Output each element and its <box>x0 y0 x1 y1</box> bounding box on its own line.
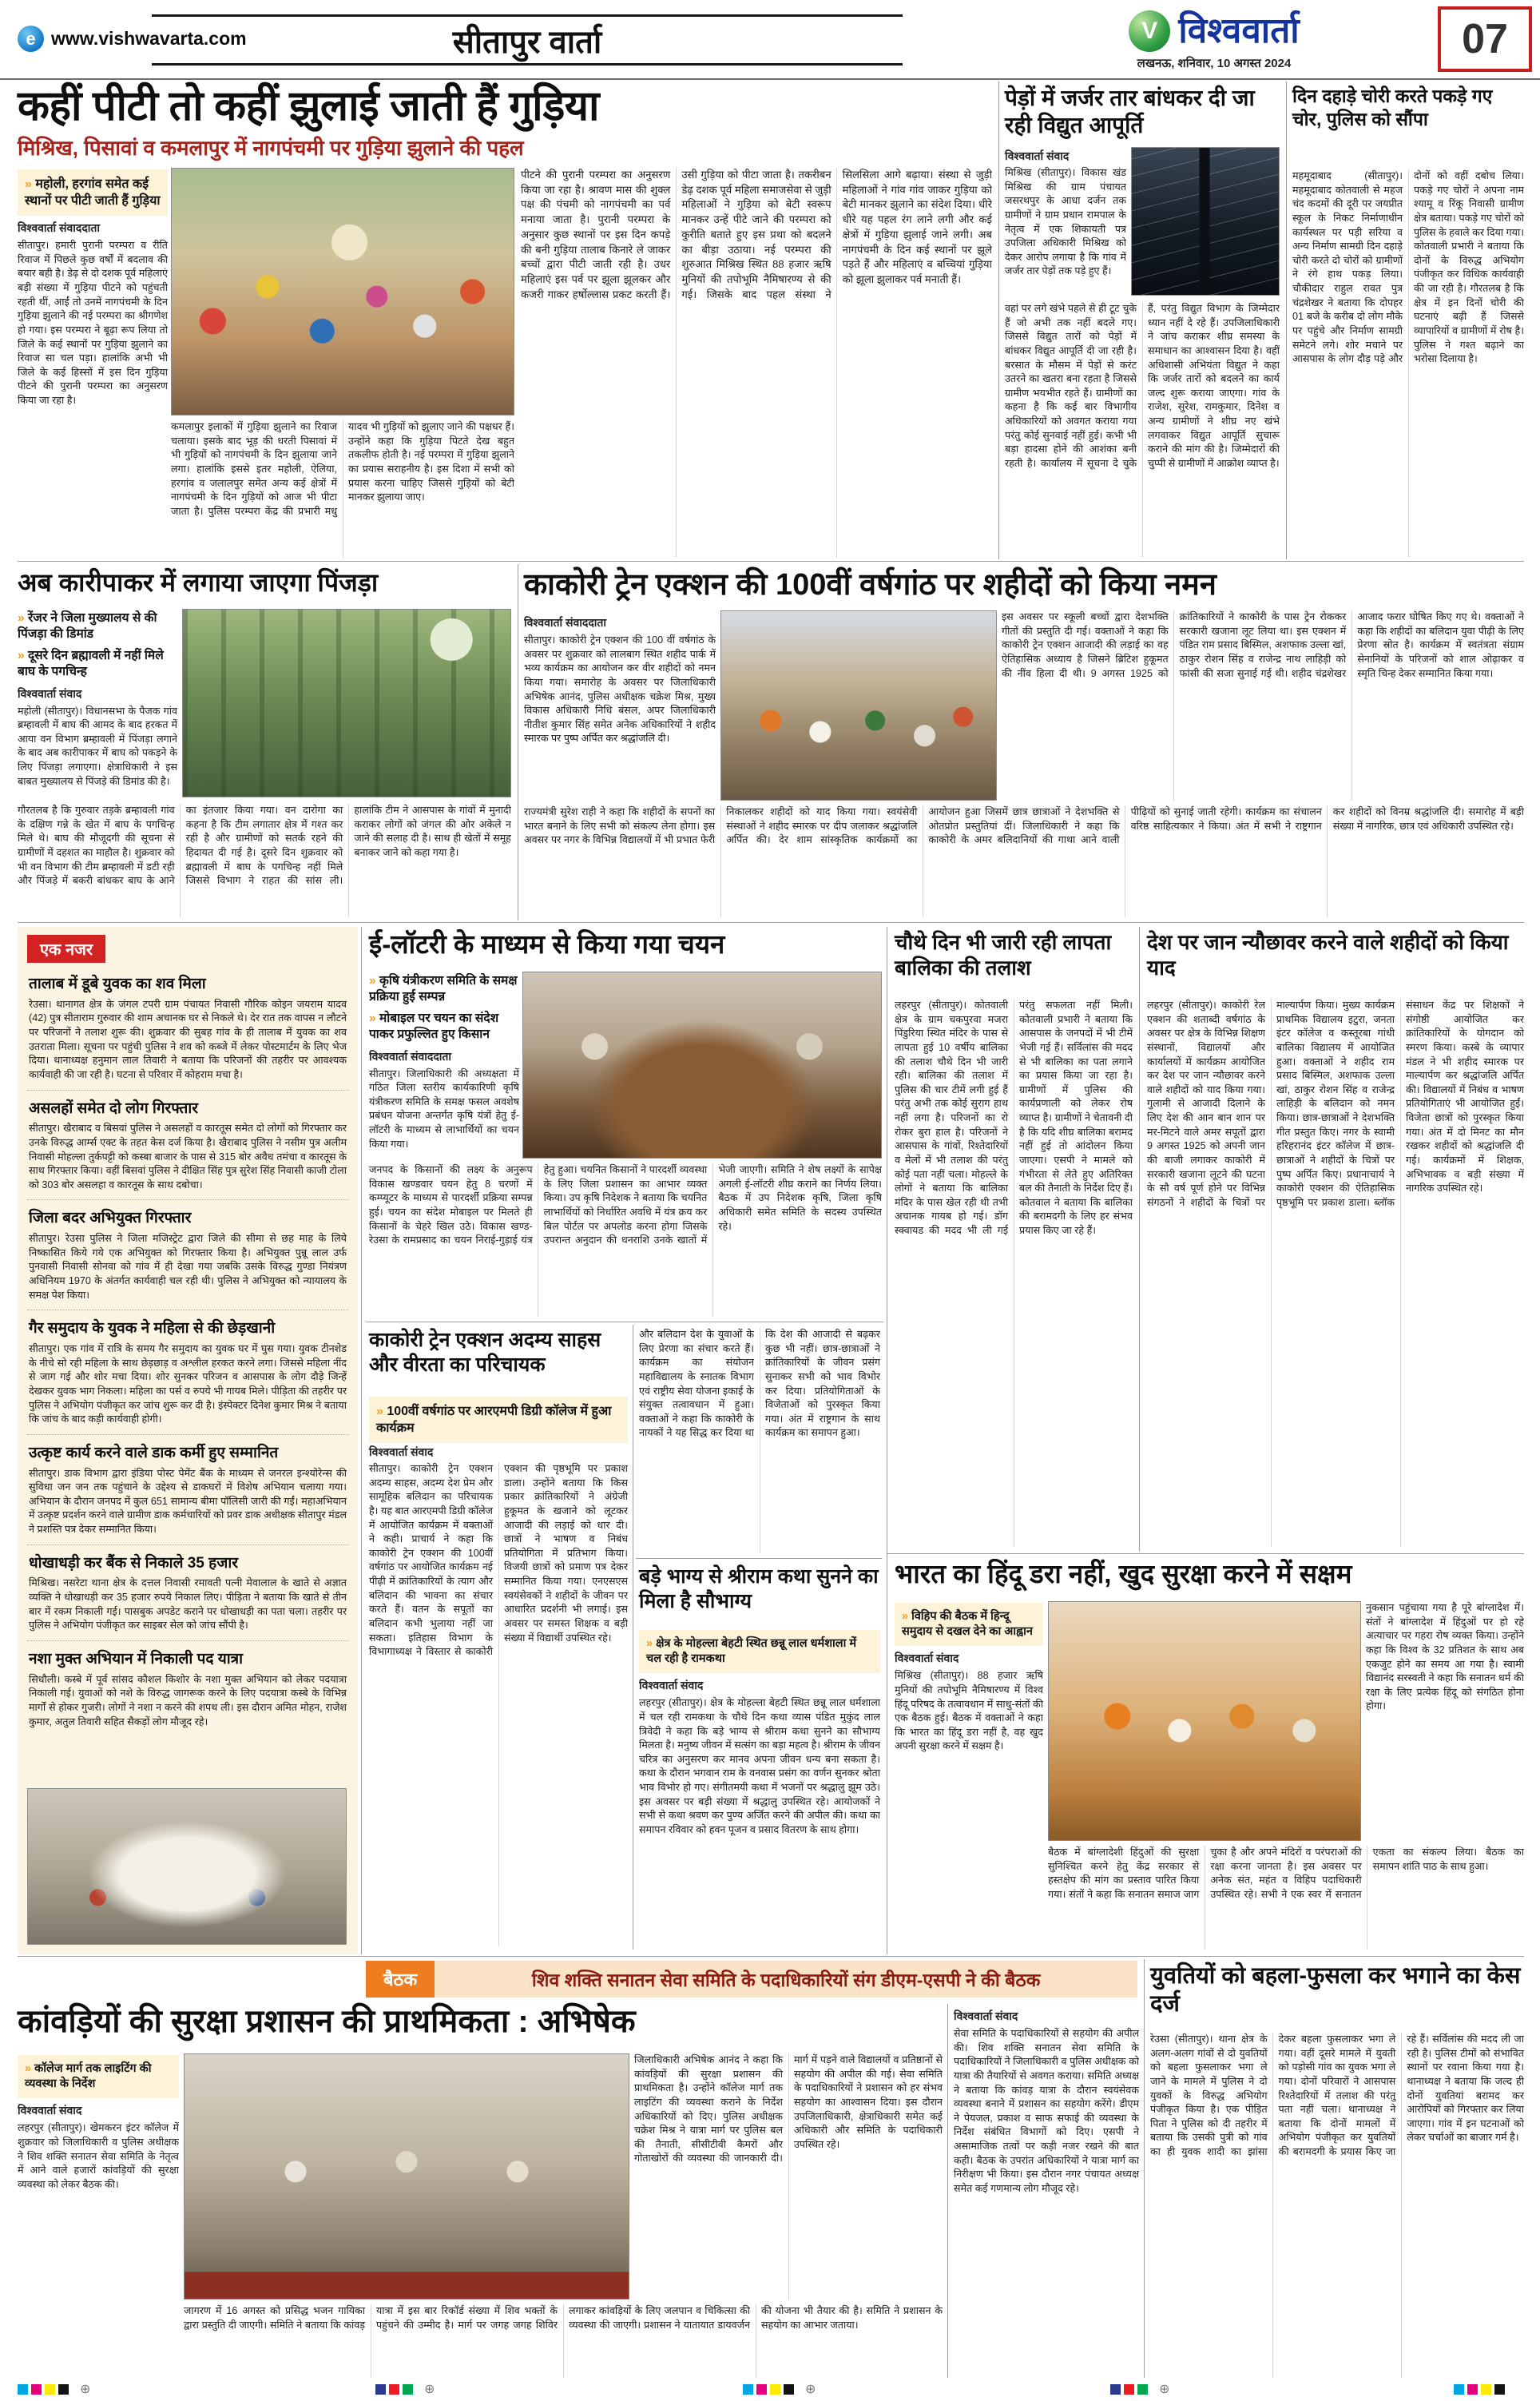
ek-najar-section <box>18 927 358 1954</box>
column-divider <box>1286 81 1287 559</box>
chori-headline: दिन दहाड़े चोरी करते पकड़े गए चोर, पुलिस को सौंपा <box>1292 85 1493 130</box>
brief-headline: उत्कृष्ट कार्य करने वाले डाक कर्मी हुए सम्मानित <box>29 1444 279 1461</box>
photo-forest-cage <box>182 609 511 797</box>
kakori100-body-mid: इस अवसर पर स्कूली बच्चों द्वारा देशभक्ति गीतों की प्रस्तुति दी गई। वक्ताओं ने कहा कि काकोरी ट्रेन एक्शन आजादी की लड़ाई का वह ऐतिहासिक अध्याय है जिसने ब्रिटिश हुकूमत की नींव हिला दी थी। 9 अगस्त 1925 को क्रांतिकारियों ने काकोरी के पास ट्रेन रोककर सरकारी खजाना लूट लिया था। इस एक्शन में पंडित राम प्रसाद बिस्मिल, अशफाक उल्ला खां, ठाकुर रोशन सिंह व राजेन्द्र नाथ लाहिड़ी को फांसी की सजा सुनाई गई थी। शहीद चंद्रशेखर आजाद फरार घोषित किए गए थे। वक्ताओं ने कहा कि शहीदों का बलिदान युवा पीढ़ी के लिए प्रेरणा स्रोत है। कार्यक्रम में स्वतंत्रता संग्राम सेनानियों के परिजनों को शाल ओढ़ाकर व स्मृति चिन्ह देकर सम्मानित किया गया। <box>1002 611 1524 679</box>
reg-square-blue <box>1110 2384 1121 2395</box>
ram-katha-headline: बड़े भाग्य से श्रीराम कथा सुनने का मिला है सौभाग्य <box>639 1565 879 1612</box>
bijli-headline: पेड़ों में जर्जर तार बांधकर दी जा रही विद्युत आपूर्ति <box>1005 85 1255 137</box>
column-divider <box>947 2004 948 2378</box>
kakori100-lead: सीतापुर। काकोरी ट्रेन एक्शन की 100 वीं वर्षगांठ के अवसर पर शुक्रवार को लालबाग स्थित शहीद पार्क में भव्य कार्यक्रम का आयोजन कर वीर शहीदों को नमन किया गया। समारोह के अवसर पर जिलाधिकारी अभिषेक आनंद, पुलिस अधीक्षक चक्रेश मिश्र, मुख्य विकास अधिकारी निधि बंसल, अपर जिलाधिकारी नीतीश कुमार सिंह समेत अनेक अधिकारियों ने शहीद स्मारक पर पुष्प अर्पित कर श्रद्धांजलि दी। <box>524 634 716 745</box>
brief-body: रेउसा। थानागत क्षेत्र के जंगल टपरी ग्राम पंचायत निवासी गौरिक कोइन जयराम यादव (42) पुत्र सीताराम गुरुवार की शाम अचानक घर से निकले थे। देर रात तक वापस न लौटने पर परिजनों ने तलाश शुरू की। शुक्रवार की सुबह गांव के ही तालाब में युवक का शव उतराता मिला। सूचना पर पहुंची पुलिस ने शव को कब्जे में लेकर पोस्टमार्टम के लिए भेज दिया। थानाध्यक्ष हनुमान लाल तिवारी ने बताया कि परिजनों की तहरीर पर आवश्यक कार्यवाही की जा रही है। घटना से परिवार में कोहराम मचा है। <box>29 998 347 1080</box>
section-divider <box>18 561 1524 562</box>
reg-crosshair-icon: ⊕ <box>424 2383 435 2396</box>
gudiya-lead: सीतापुर। हमारी पुरानी परम्परा व रीति रिवाज में पिछले कुछ वर्षों में बदलाव की बयार बही है। डेढ़ से दो दशक पूर्व महिलाएं बड़ी संख्या में गुड़िया पीटने को पहुंचती रहती थीं, आईं तो उनमें नागपंचमी के दिन गुड़िया झुलाने की नई परम्परा का श्रीगणेश हो गया। इस परम्परा ने बूढ़ा रूप लिया तो जिले के कई स्थानों पर गुड़िया झुलाने का रिवाज सा चल पड़ा। हालांकि अभी भी जिले के कई हिस्सों में इस दिन गुड़िया पीटने की पुरानी परम्परा का अनुसरण किया जा रहा है। <box>18 240 168 407</box>
vhp-body-bottom: बैठक में बांग्लादेशी हिंदुओं की सुरक्षा सुनिश्चित करने हेतु केंद्र सरकार से हस्तक्षेप की मांग का प्रस्ताव पारित किया गया। संतों ने कहा कि सनातन समाज जाग चुका है और अपने मंदिरों व परंपराओं की रक्षा करना जानता है। इस अवसर पर अनेक संत, महंत व विहिप पदाधिकारी उपस्थित रहे। सभी ने एक स्वर में सनातन एकता का संकल्प लिया। बैठक का समापन शांति पाठ के साथ हुआ। <box>1048 1846 1524 1900</box>
gudiya-headline: कहीं पीटी तो कहीं झुलाई जाती हैं गुड़िया <box>18 83 599 129</box>
pinjra-body: गौरतलब है कि गुरुवार तड़के ब्रम्हावली गांव के दक्षिण गन्ने के खेत में बाघ के पगचिन्ह मिले थे। बाघ की मौजूदगी की सूचना से ग्रामीणों में दहशत का माहौल है। शुक्रवार को भी वन विभाग की टीम ब्रम्हावली में डटी रही और पिंजड़े में बकरी बांधकर बाघ के आने का इंतजार किया गया। वन दारोगा का कहना है कि टीम लगातार क्षेत्र में गश्त कर रही है और ग्रामीणों को सतर्क रहने की हिदायत दी गई है। दूसरे दिन शुक्रवार को ब्रह्मावली में बाघ के पगचिन्ह नहीं मिले जिससे विभाग ने राहत की सांस ली। हालांकि टीम ने आसपास के गांवों में मुनादी कराकर लोगों को जंगल की ओर अकेले न जाने की सलाह दी है। साथ ही खेतों में समूह बनाकर जाने को कहा गया है। <box>18 805 511 887</box>
gudiya-left-column <box>18 169 168 558</box>
kanwar-headline: कांवड़ियों की सुरक्षा प्रशासन की प्राथमिकता : अभिषेक <box>18 2004 636 2039</box>
elottery-left-column <box>369 973 519 1159</box>
reg-square-black <box>58 2384 69 2395</box>
brief-headline: असलहों समेत दो लोग गिरफ्तार <box>29 1099 199 1117</box>
kakori100-left-column <box>524 610 716 801</box>
reg-square-yellow <box>1481 2384 1491 2395</box>
gudiya-byline: विश्ववार्ता संवाददाता <box>18 221 101 235</box>
photo-elottery-meeting <box>522 972 882 1159</box>
reg-square-magenta <box>31 2384 42 2395</box>
kanwar-byline: विश्ववार्ता संवाद <box>18 2104 82 2117</box>
kakori-adamya-body: सीतापुर। काकोरी ट्रेन एक्शन अदम्य साहस, अदम्य देश प्रेम और सामूहिक बलिदान का परिचायक है। यह बात आरएमपी डिग्री कॉलेज में आयोजित कार्यक्रम में वक्ताओं ने कही। प्राचार्य ने कहा कि काकोरी ट्रेन एक्शन की 100वीं वर्षगांठ पर आयोजित कार्यक्रम नई पीढ़ी में क्रांतिकारियों के त्याग और बलिदान की भावना का संचार करते हैं। वतन के सपूतों का बलिदान कभी भुलाया नहीं जा सकता। इतिहास विभाग के विभागाध्यक्ष ने विस्तार से काकोरी एक्शन की पृष्ठभूमि पर प्रकाश डाला। उन्होंने बताया कि किस प्रकार क्रांतिकारियों ने अंग्रेजी हुकूमत के खजाने को लूटकर आजादी की लड़ाई को धार दी। छात्रों ने भाषण व निबंध प्रतियोगिता में प्रतिभाग किया। विजयी छात्रों को प्रमाण पत्र देकर सम्मानित किया गया। एनएसएस स्वयंसेवकों ने शहीदों के जीवन पर आधारित प्रदर्शनी भी लगाई। इस अवसर पर समस्त शिक्षक व बड़ी संख्या में विद्यार्थी उपस्थित रहे। <box>369 1463 628 1658</box>
page-number: 07 <box>1462 16 1508 62</box>
news-brief-jila-badar <box>27 1200 348 1310</box>
elottery-lead: सीतापुर। जिलाधिकारी की अध्यक्षता में गठित जिला स्तरीय कार्यकारिणी कृषि यंत्रीकरण समिति के समक्ष फसल अवशेष प्रबंधन योजना अन्तर्गत कृषि यंत्रों हेतु ई-लॉटरी के माध्यम से लाभार्थियों का चयन किया गया। <box>369 1067 519 1150</box>
photo-electric-pole <box>1131 147 1280 296</box>
reg-square-cyan <box>743 2384 753 2395</box>
pinjra-lead: महोली (सीतापुर)। विधानसभा के पैजक गांव ब्रम्हावली में बाघ की आमद के बाद हरकत में आया वन विभाग ब्रम्हावली में पिंजड़ा लगाने के बाद अब कारीपाकर में बाघ को पकड़ने के लिए पिंजड़ा लगाएगा। क्षेत्राधिकारी ने इस बाबत मुख्यालय से पिंजड़े की डिमांड की है। <box>18 705 177 787</box>
column-divider <box>1139 927 1140 1552</box>
brief-body: सीतापुर। एक गांव में रात्रि के समय गैर समुदाय का युवक घर में घुस गया। युवक टीनशेड के नीचे सो रही महिला के साथ छेड़छाड़ व अश्लील हरकत करने लगा। जिससे महिला नींद से जाग गई और शोर मचा दिया। शोर सुनकर परिजन व आसपास के लोग दौड़े जिन्हें देखकर युवक भाग निकला। महिला का पर्स व रुपये भी गायब मिले। पीड़िता की तहरीर पर पुलिस ने अभियोग पंजीकृत कर जांच शुरू कर दी है। इंस्पेक्टर दिनेश कुमार मिश्र ने बताया कि जांच के बाद कड़ी कार्यवाही होगी। <box>29 1343 347 1425</box>
baithak-column <box>954 2004 1139 2378</box>
brief-body: सीतापुर। खैराबाद व बिसवां पुलिस ने असलहों व कारतूस समेत दो लोगों को गिरफ्तार कर उनके विरुद्ध आर्म्स एक्ट के तहत केस दर्ज किया है। खैराबाद पुलिस ने नसीम पुत्र अलीम निवासी मोहल्ला तुर्कपट्टी को कस्बा बाजार के पास से 315 बोर अवैध तमंचा व कारतूस के साथ गिरफ्तार किया। वहीं बिसवां पुलिस ने दीक्षित सिंह पुत्र सुरेश सिंह निवासी काजी टोला को 303 बोर असलहा व कारतूस के साथ दबोचा। <box>29 1123 347 1191</box>
brief-headline: तालाब में डूबे युवक का शव मिला <box>29 976 206 992</box>
reg-square-cyan <box>1454 2384 1464 2395</box>
kakori-adamya-highlight-text: 100वीं वर्षगांठ पर आरएमपी डिग्री कॉलेज में हुआ कार्यक्रम <box>376 1405 612 1436</box>
reg-square-black <box>1494 2384 1505 2395</box>
photo-gudiya-celebration <box>171 168 514 415</box>
kakori-adamya-byline: विश्ववार्ता संवाद <box>369 1445 434 1458</box>
ek-najar-label: एक नजर <box>27 935 105 963</box>
masthead-text: सीतापुर वार्ता <box>452 24 602 60</box>
reg-square-magenta <box>1467 2384 1478 2395</box>
gudiya-subhead: मिश्रिख, पिसावां व कमलापुर में नागपंचमी पर गुड़िया झुलाने की पहल <box>18 136 524 160</box>
vhp-highlight-text: विहिप की बैठक में हिन्दू समुदाय से दखल देने का आह्वान <box>902 1610 1033 1639</box>
baithak-tag: बैठक <box>366 1961 435 1998</box>
elottery-bullet-1: » कृषि यंत्रीकरण समिति के समक्ष प्रक्रिया हुई सम्पन्न <box>369 973 519 1005</box>
kakori100-headline: काकोरी ट्रेन एक्शन की 100वीं वर्षगांठ पर शहीदों को किया नमन <box>524 568 1217 602</box>
kanwar-lead: लहरपुर (सीतापुर)। खेमकरन इंटर कॉलेज में शुक्रवार को जिलाधिकारी व पुलिस अधीक्षक ने शिव शक्ति सनातन सेवा समिति के नेतृत्व में आने वाले हजारों कांवड़ियों की सुरक्षा व्यवस्था को लेकर बैठक की। <box>18 2122 179 2190</box>
bijli-body: वहां पर लगे खंभे पहले से ही टूट चुके हैं जो अभी तक नहीं बदले गए। जिससे विद्युत तारों को पेड़ों में बांधकर विद्युत आपूर्ति दी जा रही है। बरसात के मौसम में पेड़ों से करंट उतरने का खतरा बना रहता है जिससे ग्रामीण भयभीत रहते हैं। ग्रामीणों का कहना है कि कई बार विभागीय अधिकारियों को अवगत कराया गया परंतु कोई सुनवाई नहीं हुई। कभी भी बड़ा हादसा होने की आशंका बनी रहती है। कार्यालय में सूचना दे चुके हैं, परंतु विद्युत विभाग के जिम्मेदार ध्यान नहीं दे रहे हैं। उपजिलाधिकारी ने जांच कराकर शीघ्र समस्या के समाधान का आश्वासन दिया है। वहीं अधिशासी अभियंता विद्युत ने कहा कि जर्जर तारों को बदलने का कार्य जल्द शुरू कराया जाएगा। गांव के राजेश, सुरेश, रामकुमार, दिनेश व अन्य ग्रामीणों ने शीघ्र नए खंभे लगवाकर विद्युत आपूर्ति सुचारू कराने की मांग की है। जिम्मेदारों की चुप्पी से ग्रामीणों में आक्रोश व्याप्त है। <box>1005 303 1280 469</box>
elottery-body: जनपद के किसानों की लक्ष्य के अनुरूप विकास खण्डवार चयन हेतु 8 चरणों में कम्प्यूटर के माध्यम से पारदर्शी प्रक्रिया सम्पन्न हुई। चयन का संदेश मोबाइल पर मिलते ही किसानों के चेहरे खिल उठे। विकास खण्ड-रेउसा के रामप्रसाद का चयन निराई-गुड़ाई यंत्र हेतु हुआ। चयनित किसानों ने पारदर्शी व्यवस्था के लिए जिला प्रशासन का आभार व्यक्त किया। उप कृषि निदेशक ने बताया कि चयनित लाभार्थियों को निर्धारित अवधि में यंत्र क्रय कर बिल पोर्टल पर अपलोड करना होगा जिसके उपरान्त अनुदान की धनराशि उनके खातों में भेजी जाएगी। समिति ने शेष लक्ष्यों के सापेक्ष अगली ई-लॉटरी शीघ्र कराने का निर्णय लिया। बैठक में उप निदेशक कृषि, जिला कृषि अधिकारी समेत समिति के सदस्य उपस्थित रहे। <box>369 1164 882 1246</box>
kanwar-body-bottom: जागरण में 16 अगस्त को प्रसिद्ध भजन गायिका द्वारा प्रस्तुति दी जाएगी। समिति ने बताया कि कांवड़ यात्रा में इस बार रिकॉर्ड संख्या में शिव भक्तों के पहुंचने की उम्मीद है। मार्ग पर जगह जगह शिविर लगाकर कांवड़ियों के लिए जलपान व चिकित्सा की व्यवस्था की जाएगी। प्रशासन ने यातायात डायवर्जन की योजना भी तैयार की है। समिति ने प्रशासन के सहयोग का आभार जताया। <box>184 2305 943 2331</box>
pinjra-bullet-1: » रेंजर ने जिला मुख्यालय से की पिंजड़ा की डिमांड <box>18 610 177 642</box>
brief-body: सीतापुर। डाक विभाग द्वारा इंडिया पोस्ट पेमेंट बैंक के माध्यम से जनरल इन्श्योरेन्स की सुविधा जन जन तक पहुंचाने के उद्देश्य से डाकघरों में विशेष अभियान चलाया गया। अभियान के दौरान जनपद में कुल 651 सामान्य बीमा पॉलिसी जारी की गईं। महाअभियान में उत्कृष्ट प्रदर्शन करने वाले ग्रामीण डाक कर्मचारियों को प्रवर डाक अधीक्षक सीतापुर मंडल ने प्रशस्ति पत्र देकर सम्मानित किया। <box>29 1467 347 1535</box>
kakori-adamya-highlight <box>369 1397 628 1443</box>
section-divider <box>18 1956 1524 1957</box>
section-divider <box>636 1558 882 1559</box>
page-number-box <box>1438 6 1532 72</box>
news-brief-dak <box>27 1435 348 1545</box>
column-divider <box>1144 1959 1145 2378</box>
baithak-byline: विश्ववार्ता संवाद <box>954 2009 1018 2022</box>
brand-block <box>1002 6 1426 75</box>
kanwar-highlight <box>18 2055 179 2098</box>
vhp-byline: विश्ववार्ता संवाद <box>895 1652 959 1665</box>
baithak-body: सेवा समिति के पदाधिकारियों से सहयोग की अपील की। शिव शक्ति सनातन सेवा समिति के पदाधिकारियों ने जिलाधिकारी व पुलिस अधीक्षक को यात्रा की तैयारियों से अवगत कराया। समिति अध्यक्ष ने बताया कि कांवड़ यात्रा के दौरान स्वयंसेवक व्यवस्था बनाने में प्रशासन का सहयोग करेंगे। डीएम ने पेयजल, प्रकाश व साफ सफाई की व्यवस्था के निर्देश संबंधित विभागों को दिए। एसपी ने असामाजिक तत्वों पर कड़ी नजर रखने की बात कही। बैठक के उपरांत अधिकारियों ने यात्रा मार्ग का निरीक्षण भी किया। इस दौरान नगर पंचायत अध्यक्ष समेत कई गणमान्य लोग मौजूद रहे। <box>954 2028 1139 2194</box>
ram-katha-highlight-text: क्षेत्र के मोहल्ला बेहटी स्थित छन्नू लाल धर्मशाला में चल रही है रामकथा <box>646 1637 857 1666</box>
brief-headline: नशा मुक्त अभियान में निकाली पद यात्रा <box>29 1650 244 1668</box>
header-rule <box>0 78 1540 80</box>
reg-crosshair-icon: ⊕ <box>1159 2383 1170 2396</box>
elottery-byline: विश्ववार्ता संवाददाता <box>369 1049 452 1063</box>
reg-square-yellow <box>45 2384 55 2395</box>
shahid-yaad-headline: देश पर जान न्यौछावर करने वाले शहीदों को किया याद <box>1147 930 1509 980</box>
chori-body: महमूदाबाद (सीतापुर)। महमूदाबाद कोतवाली से महज चंद कदमों की दूरी पर जयप्रीत स्कूल के निकट निर्माणाधीन कार्यस्थल पर पड़ी सरिया व अन्य निर्माण सामग्री दिन दहाड़े चोरी करते दो चोरों को ग्रामीणों ने रंगे हाथ पकड़ लिया। चौकीदार राहुल रावत पुत्र चंद्रशेखर ने बताया कि दोपहर 01 बजे के करीब दो लोग मौके पर पहुंचे और निर्माण सामग्री समेटने लगे। शोर मचाने पर आसपास के लोग दौड़ पड़े और दोनों को वहीं दबोच लिया। पकड़े गए चोरों ने अपना नाम श्यामू व रिंकू निवासी ग्रामीण क्षेत्र बताया। पकड़े गए चोरों को पुलिस के हवाले कर दिया गया। कोतवाली प्रभारी ने बताया कि दोनों के विरुद्ध अभियोग पंजीकृत कर विधिक कार्यवाही की जा रही है। गौरतलब है कि क्षेत्र में इन दिनों चोरी की घटनाएं बढ़ी हैं जिससे व्यापारियों व ग्रामीणों में रोष है। पुलिस ने गश्त बढ़ाने का भरोसा दिलाया है। <box>1292 170 1524 365</box>
brand-name: विश्ववार्ता <box>1178 11 1300 50</box>
registration-marks-right <box>1454 2384 1508 2395</box>
kakori100-byline: विश्ववार्ता संवाददाता <box>524 616 607 629</box>
reg-square-blue <box>375 2384 386 2395</box>
brief-body: मिश्रिख। नसरेटा थाना क्षेत्र के दत्तल निवासी रमावती पत्नी मेवालाल के खाते से अज्ञात व्यक्ति ने धोखाधड़ी कर 35 हजार रुपये निकाल लिए। पीड़िता ने बताया कि खाते से तीन बार में रकम निकाली गई। पासबुक अपडेट कराने पर धोखाधड़ी का पता चला। तहरीर पर पुलिस ने अभियोग पंजीकृत कर साइबर सेल को जांच सौंपी है। <box>29 1577 347 1632</box>
brief-body: सीतापुर। रेउसा पुलिस ने जिला मजिस्ट्रेट द्वारा जिले की सीमा से छह माह के लिये निष्कासित किये गये एक अभियुक्त को गिरफ्तार किया है। अभियुक्त पुन्नू लाल उर्फ पुनवासी निवासी सोनवा को गांव में ही देखा गया जबकि उसके विरुद्ध गुण्डा नियंत्रण अधिनियम 1970 के अंतर्गत कार्यवाही चल रही थी। पुलिस ने अभियुक्त को न्यायालय के समक्ष पेश किया। <box>29 1233 347 1301</box>
vhp-headline: भारत का हिंदू डरा नहीं, खुद सुरक्षा करने में सक्षम <box>895 1559 1352 1588</box>
page-masthead <box>152 14 903 66</box>
kakori-adamya-body-cont: और बलिदान देश के युवाओं के लिए प्रेरणा का संचार करते हैं। कार्यक्रम का संयोजन महाविद्यालय के स्नातक विभाग एवं राष्ट्रीय सेवा योजना इकाई के संयुक्त तत्वावधान में हुआ। वक्ताओं ने कहा कि काकोरी के नायकों ने यह सिद्ध कर दिया था कि देश की आजादी से बढ़कर कुछ भी नहीं। छात्र-छात्राओं ने क्रांतिकारियों के जीवन प्रसंग सुनाकर सभी को भाव विभोर कर दिया। प्रतियोगिताओं के विजेताओं को पुरस्कृत किया गया। अंत में राष्ट्रगान के साथ कार्यक्रम का समापन हुआ। <box>639 1329 880 1439</box>
photo-kanwar-meeting <box>184 2053 629 2300</box>
reg-square-green <box>1137 2384 1148 2395</box>
brief-headline: गैर समुदाय के युवक ने महिला से की छेड़खानी <box>29 1320 276 1338</box>
kakori-adamya-headline: काकोरी ट्रेन एक्शन अदम्य साहस और वीरता का परिचायक <box>369 1329 601 1376</box>
photo-vhp-stage <box>1048 1601 1361 1841</box>
yuvati-body: रेउसा (सीतापुर)। थाना क्षेत्र के अलग-अलग गांवों से दो युवतियों को बहला फुसलाकर भगा ले जाने के मामले में पुलिस ने दो युवकों के विरुद्ध अभियोग पंजीकृत किया है। एक पीड़ित पिता ने पुलिस को दी तहरीर में बताया कि उसकी पुत्री को गांव का ही युवक शादी का झांसा देकर बहला फुसलाकर भगा ले गया। वहीं दूसरे मामले में युवती को पड़ोसी गांव का युवक भगा ले गया। दोनों परिवारों ने आसपास रिश्तेदारियों में तलाश की परंतु पता नहीं चला। थानाध्यक्ष ने बताया कि दोनों मामलों में अभियोग पंजीकृत कर युवतियों की बरामदगी के प्रयास किए जा रहे हैं। सर्विलांस की मदद ली जा रही है। पुलिस टीमों को संभावित स्थानों पर रवाना किया गया है। थानाध्यक्ष ने बताया कि जल्द ही दोनों युवतियां बरामद कर आरोपियों को गिरफ्तार कर लिया जाएगा। गांव में इन घटनाओं को लेकर चर्चाओं का बाजार गर्म है। <box>1150 2033 1524 2157</box>
registration-marks-midright <box>1110 2384 1177 2395</box>
elottery-bullet-2: » मोबाइल पर चयन का संदेश पाकर प्रफुल्लित हुए किसान <box>369 1011 519 1043</box>
shahid-yaad-body: लहरपुर (सीतापुर)। काकोरी रेल एक्शन की शताब्दी वर्षगांठ के अवसर पर क्षेत्र के विभिन्न शिक्षण संस्थानों, विद्यालयों और कार्यालयों में कार्यक्रम आयोजित कर देश पर जान न्यौछावर करने वाले शहीदों को याद किया गया। गुलामी से आजादी दिलाने के लिए देश की आन बान शान पर मर-मिटने वाले अमर सपूतों द्वारा 9 अगस्त 1925 को अपनी जान की बाजी लगाकर काकोरी में सरकारी खजाना लूटने की घटना के सौ वर्ष पूर्ण होने पर विभिन्न संगठनों ने शहीदों के चित्रों पर माल्यार्पण किया। मुख्य कार्यक्रम प्राथमिक विद्यालय इटुरा, जनता इंटर कॉलेज व कस्तूरबा गांधी बालिका विद्यालय में आयोजित हुआ। वक्ताओं ने शहीद राम प्रसाद बिस्मिल, अशफाक उल्ला खां, ठाकुर रोशन सिंह व राजेन्द्र लाहिड़ी के बलिदान को नमन किया। छात्र-छात्राओं ने देशभक्ति गीत प्रस्तुत किए। नगर के स्वामी हरिहरानंद इंटर कॉलेज में छात्र-छात्राओं ने शहीदों के चित्रों पर पुष्प अर्पित किए। प्रधानाचार्य ने काकोरी एक्शन की ऐतिहासिक पृष्ठभूमि पर प्रकाश डाला। ब्लॉक संसाधन केंद्र पर शिक्षकों ने संगोष्ठी आयोजित कर क्रांतिकारियों के योगदान को स्मरण किया। कस्बे के व्यापार मंडल ने भी शहीद स्मारक पर माल्यार्पण कर श्रद्धांजलि अर्पित की। विद्यालयों में निबंध व भाषण प्रतियोगिताएं भी आयोजित हुईं। विजेता छात्रों को पुरस्कृत किया गया। अंत में दो मिनट का मौन रखकर शहीदों को श्रद्धांजलि दी गई। कार्यक्रमों में शिक्षक, अभिभावक व बड़ी संख्या में नागरिक उपस्थित रहे। <box>1147 1000 1524 1208</box>
gudiya-highlight-text: महोली, हरगांव समेत कई स्थानों पर पीटी जाती हैं गुड़िया <box>25 177 161 209</box>
pinjra-bullet-2: » दूसरे दिन ब्रह्मावली में नहीं मिले बाघ के पगचिन्ह <box>18 648 177 680</box>
yuvati-headline: युवतियों को बहला-फुसला कर भगाने का केस दर्ज <box>1150 1963 1521 2017</box>
reg-square-yellow <box>770 2384 780 2395</box>
baithak-band <box>366 1961 1137 1998</box>
pinjra-left-column <box>18 610 177 801</box>
photo-nasha-padyatra <box>27 1788 347 1945</box>
news-brief-chhedkhani <box>27 1310 348 1435</box>
news-brief-nasha <box>27 1641 348 1736</box>
photo-kakori-tribute <box>720 610 997 801</box>
edition-line: लखनऊ, शनिवार, 10 अगस्त 2024 <box>1137 57 1292 70</box>
ram-katha-highlight <box>639 1630 880 1673</box>
ek-najar-content <box>18 927 358 1793</box>
reg-square-cyan <box>18 2384 28 2395</box>
gudiya-body-under-photo: कमलापुर इलाकों में गुड़िया झुलाने का रिवाज चलाया। इसके बाद भूड़ की धरती पिसावां में भी गुड़ियों को नागपंचमी के दिन झुलाया जाने लगा। हालांकि इससे इतर महोली, ऐलिया, हरगांव व जलालपुर समेत अन्य कई क्षेत्रों में नागपंचमी के दिन गुड़ियों को आज भी पीटा जाता है। पुलिस परम्परा केंद्र की प्रभारी मधु यादव भी गुड़ियों को झुलाए जाने की पक्षधर हैं। उन्होंने कहा कि गुड़िया पिटते देख बहुत तकलीफ होती है। नई परम्परा में गुड़िया झुलाने का प्रयास सराहनीय है। इस दिशा में सभी को प्रयास करना चाहिए जिससे गुड़ियों को बेटी मानकर झुलाया जाए। <box>171 421 514 517</box>
reg-square-red <box>1124 2384 1134 2395</box>
reg-square-magenta <box>756 2384 767 2395</box>
kanwar-highlight-text: कॉलेज मार्ग तक लाइटिंग की व्यवस्था के निर्देश <box>25 2062 152 2091</box>
pinjra-headline: अब कारीपाकर में लगाया जाएगा पिंजड़ा <box>18 568 379 597</box>
reg-crosshair-icon: ⊕ <box>805 2383 816 2396</box>
news-brief-aslaha <box>27 1091 348 1201</box>
section-divider <box>18 922 1524 923</box>
kanwar-body-right: जिलाधिकारी अभिषेक आनंद ने कहा कि कांवड़ियों की सुरक्षा प्रशासन की प्राथमिकता है। उन्होंने कॉलेज मार्ग तक लाइटिंग की व्यवस्था कराने के निर्देश अधिकारियों को दिए। पुलिस अधीक्षक चक्रेश मिश्र ने यात्रा मार्ग पर पुलिस बल की तैनाती, सीसीटीवी कैमरों और गोताखोरों की व्यवस्था की जानकारी दी। मार्ग में पड़ने वाले विद्यालयों व प्रतिष्ठानों से सहयोग की अपील की गई। सेवा समिति के पदाधिकारियों ने प्रशासन को हर संभव सहयोग का आश्वासन दिया। इस दौरान उपजिलाधिकारी, क्षेत्राधिकारी समेत कई अधिकारी और समिति के पदाधिकारी उपस्थित रहे। <box>634 2054 943 2164</box>
gudiya-highlight-box <box>18 169 168 216</box>
vhp-body-right: नुकसान पहुंचाया गया है पूरे बांग्लादेश में। संतों ने बांग्लादेश में हिंदुओं पर हो रहे अत्याचार पर गहरा रोष व्यक्त किया। उन्होंने कहा कि विश्व के 32 प्रतिशत के साथ अब एकजुट होने का समय आ गया है। स्वामी विद्यानंद सरस्वती ने कहा कि सनातन धर्म की रक्षा के लिए प्रत्येक हिंदू को संगठित होना होगा। <box>1366 1602 1524 1712</box>
news-brief-talab <box>27 966 348 1091</box>
brief-headline: धोखाधड़ी कर बैंक से निकाले 35 हजार <box>29 1554 239 1572</box>
reg-crosshair-icon: ⊕ <box>80 2383 91 2396</box>
pinjra-byline: विश्ववार्ता संवाद <box>18 686 82 700</box>
column-divider <box>998 81 999 559</box>
reg-square-black <box>784 2384 794 2395</box>
vhp-highlight <box>895 1603 1043 1646</box>
elottery-headline: ई-लॉटरी के माध्यम से किया गया चयन <box>369 929 725 959</box>
news-brief-bank <box>27 1545 348 1641</box>
baithak-band-headline: शिव शक्ति सनातन सेवा समिति के पदाधिकारियों संग डीएम-एसपी ने की बैठक <box>531 1970 1041 1990</box>
vhp-left-column <box>895 1603 1043 1950</box>
brand-leaf-icon: V <box>1129 10 1170 52</box>
registration-marks-midleft <box>375 2384 443 2395</box>
registration-marks-left <box>18 2384 98 2395</box>
bijli-lead: मिश्रिख (सीतापुर)। विकास खंड मिश्रिख की ग्राम पंचायत जसरथपुर के आधा दर्जन तक ग्रामीणों ने ग्राम प्रधान रामपाल के नेतृत्व में एक शिकायती पत्र उपजिला अधिकारी मिश्रिख को देकर आरोप लगाया है कि गांव में जर्जर तार पेड़ों तक पड़े हुए हैं। <box>1005 167 1126 277</box>
brand-row <box>1129 10 1299 52</box>
vhp-lead: मिश्रिख (सीतापुर)। 88 हजार ऋषि मुनियों की तपोभूमि नैमिषारण्य में विश्व हिंदू परिषद के तत्वावधान में साधु-संतों की एक बैठक हुई। बैठक में वक्ताओं ने कहा कि भारत का हिंदू डरा नहीं है, वह खुद अपनी सुरक्षा करने में सक्षम है। <box>895 1670 1043 1752</box>
ram-katha-flow <box>639 1630 880 1950</box>
bijli-byline: विश्ववार्ता संवाद <box>1005 149 1070 162</box>
reg-square-red <box>389 2384 399 2395</box>
section-divider <box>887 1553 1524 1554</box>
globe-e-icon: e <box>18 26 44 52</box>
missing-girl-body: लहरपुर (सीतापुर)। कोतवाली क्षेत्र के ग्राम चकपुरवा मजरा पिंडुरिया स्थित मंदिर के पास से लापता हुई 10 वर्षीय बालिका की तलाश चौथे दिन भी जारी रही। बालिका की तलाश में पुलिस की चार टीमें लगी हुई हैं परंतु अभी तक कोई सुराग हाथ नहीं लगा है। परिजनों का रो रोकर बुरा हाल है। परिजनों ने आसपास के गांवों, रिश्तेदारियों व मेलों में भी तलाश की परंतु कोई पता नहीं चला। मोहल्ले के लोगों ने बताया कि बालिका मंदिर के पास खेल रही थी तभी अचानक गायब हो गई। डॉग स्क्वायड की मदद भी ली गई परंतु सफलता नहीं मिली। कोतवाली प्रभारी ने बताया कि आसपास के जनपदों में भी टीमें भेजी गई हैं। सर्विलांस की मदद से भी बालिका का पता लगाने का प्रयास किया जा रहा है। ग्रामीणों में पुलिस की कार्यप्रणाली को लेकर रोष व्याप्त है। ग्रामीणों ने चेतावनी दी है कि यदि शीघ्र बालिका बरामद नहीं हुई तो आंदोलन किया जाएगा। एसपी ने मामले को गंभीरता से लेते हुए अतिरिक्त बल की तैनाती के निर्देश दिए हैं। कोतवाल ने बताया कि बालिका की बरामदगी के लिए हर संभव प्रयास किए जा रहे हैं। <box>895 1000 1133 1236</box>
brief-headline: जिला बदर अभियुक्त गिरफ्तार <box>29 1210 192 1227</box>
reg-square-green <box>403 2384 413 2395</box>
missing-girl-headline: चौथे दिन भी जारी रही लापता बालिका की तलाश <box>895 930 1112 980</box>
kanwar-left-column <box>18 2055 179 2378</box>
registration-marks-center <box>743 2384 824 2395</box>
ram-katha-byline: विश्ववार्ता संवाद <box>639 1679 704 1692</box>
gudiya-body-right: पीटने की पुरानी परम्परा का अनुसरण किया जा रहा है। श्रावण मास की शुक्ल पक्ष की पंचमी को नागपंचमी का पर्व मनाया जाता है। पुरानी परम्परा के अनुसार कुछ स्थानों पर इस दिन कपड़े की बनी गुड़िया तालाब किनारे ले जाकर बच्चों द्वारा पीटी जाती रही है। उधर महिलाएं इस पर्व पर झूला झूलकर और कजरी गाकर हर्षोल्लास प्रकट करती हैं। उसी गुड़िया को पीटा जाता है। तकरीबन डेढ़ दशक पूर्व महिला समाजसेवा से जुड़ी महिलाओं ने गुड़िया को बेटी स्वरूप मानकर उन्हें पीटे जाने की परम्परा को कुरीति बताते हुए इस प्रथा को बदलने का बीड़ा उठाया। नई परम्परा की शुरुआत मिश्रिख स्थित 88 हजार ऋषि मुनियों की तपोभूमि नैमिषारण्य से की गई। जिसके बाद पहल संस्था ने सिलसिला आगे बढ़ाया। संस्था से जुड़ी महिलाओं ने गांव गांव जाकर गुड़िया को बेटी मानकर झुलाने का संदेश दिया। धीरे धीरे यह पहल रंग लाने लगी और कई क्षेत्रों में गुड़िया झुलाई जाने लगी। अब नागपंचमी के दिन कई स्थानों पर झूले पड़ते हैं और महिलाएं व बच्चियां गुड़िया को झूला झुलाकर पर्व मनाती हैं। <box>521 169 992 300</box>
website-url: www.vishwavarta.com <box>51 28 247 49</box>
ram-katha-body: लहरपुर (सीतापुर)। क्षेत्र के मोहल्ला बेहटी स्थित छन्नू लाल धर्मशाला में चल रही रामकथा के चौथे दिन कथा व्यास पंडित मुकुंद लाल त्रिवेदी ने कहा कि बड़े भाग्य से श्रीराम कथा सुनने का सौभाग्य मिलता है। मनुष्य जीवन में सत्संग का बड़ा महत्व है। श्रीराम के जीवन चरित्र का अनुसरण कर मानव अपना जीवन धन्य बना सकता है। कथा के दौरान भगवान राम के वनवास प्रसंग का वर्णन सुनकर श्रोता भाव विभोर हो गए। संगीतमयी कथा में भजनों पर श्रद्धालु झूम उठे। इस अवसर पर बड़ी संख्या में श्रद्धालु उपस्थित रहे। आयोजकों ने सभी से कथा श्रवण कर पुण्य अर्जित करने की अपील की। कथा का समापन रविवार को हवन पूजन व प्रसाद वितरण के साथ होगा। <box>639 1697 880 1835</box>
column-divider <box>361 927 362 1954</box>
kakori100-body-bottom: राज्यमंत्री सुरेश राही ने कहा कि शहीदों के सपनों का भारत बनाने के लिए सभी को संकल्प लेना होगा। इस अवसर पर नगर के विभिन्न विद्यालयों में भी प्रभात फेरी निकालकर शहीदों को याद किया गया। स्वयंसेवी संस्थाओं ने शहीद स्मारक पर दीप जलाकर श्रद्धांजलि अर्पित की। देर शाम सांस्कृतिक कार्यक्रमों का आयोजन हुआ जिसमें छात्र छात्राओं ने देशभक्ति से ओतप्रोत प्रस्तुतियां दीं। जिलाधिकारी ने कहा कि काकोरी के अमर बलिदानियों की गाथा आने वाली पीढ़ियों को सुनाई जाती रहेगी। कार्यक्रम का संचालन वरिष्ठ साहित्यकार ने किया। अंत में सभी ने राष्ट्रगान कर शहीदों को विनम्र श्रद्धांजलि दी। समारोह में बड़ी संख्या में नागरिक, छात्र एवं अधिकारी उपस्थित रहे। <box>524 806 1524 846</box>
brief-body: सिधौली। कस्बे में पूर्व सांसद कौशल किशोर के नशा मुक्त अभियान को लेकर पदयात्रा निकाली गई। युवाओं को नशे के विरुद्ध जागरूक करने के लिए पदयात्रा कस्बे के विभिन्न मार्गों से होकर गुजरी। लोगों ने नशा न करने की शपथ ली। इस दौरान अमित मोहन, राजेश कुमार, अतुल तिवारी सहित सैकड़ों लोग मौजूद रहे। <box>29 1673 347 1727</box>
